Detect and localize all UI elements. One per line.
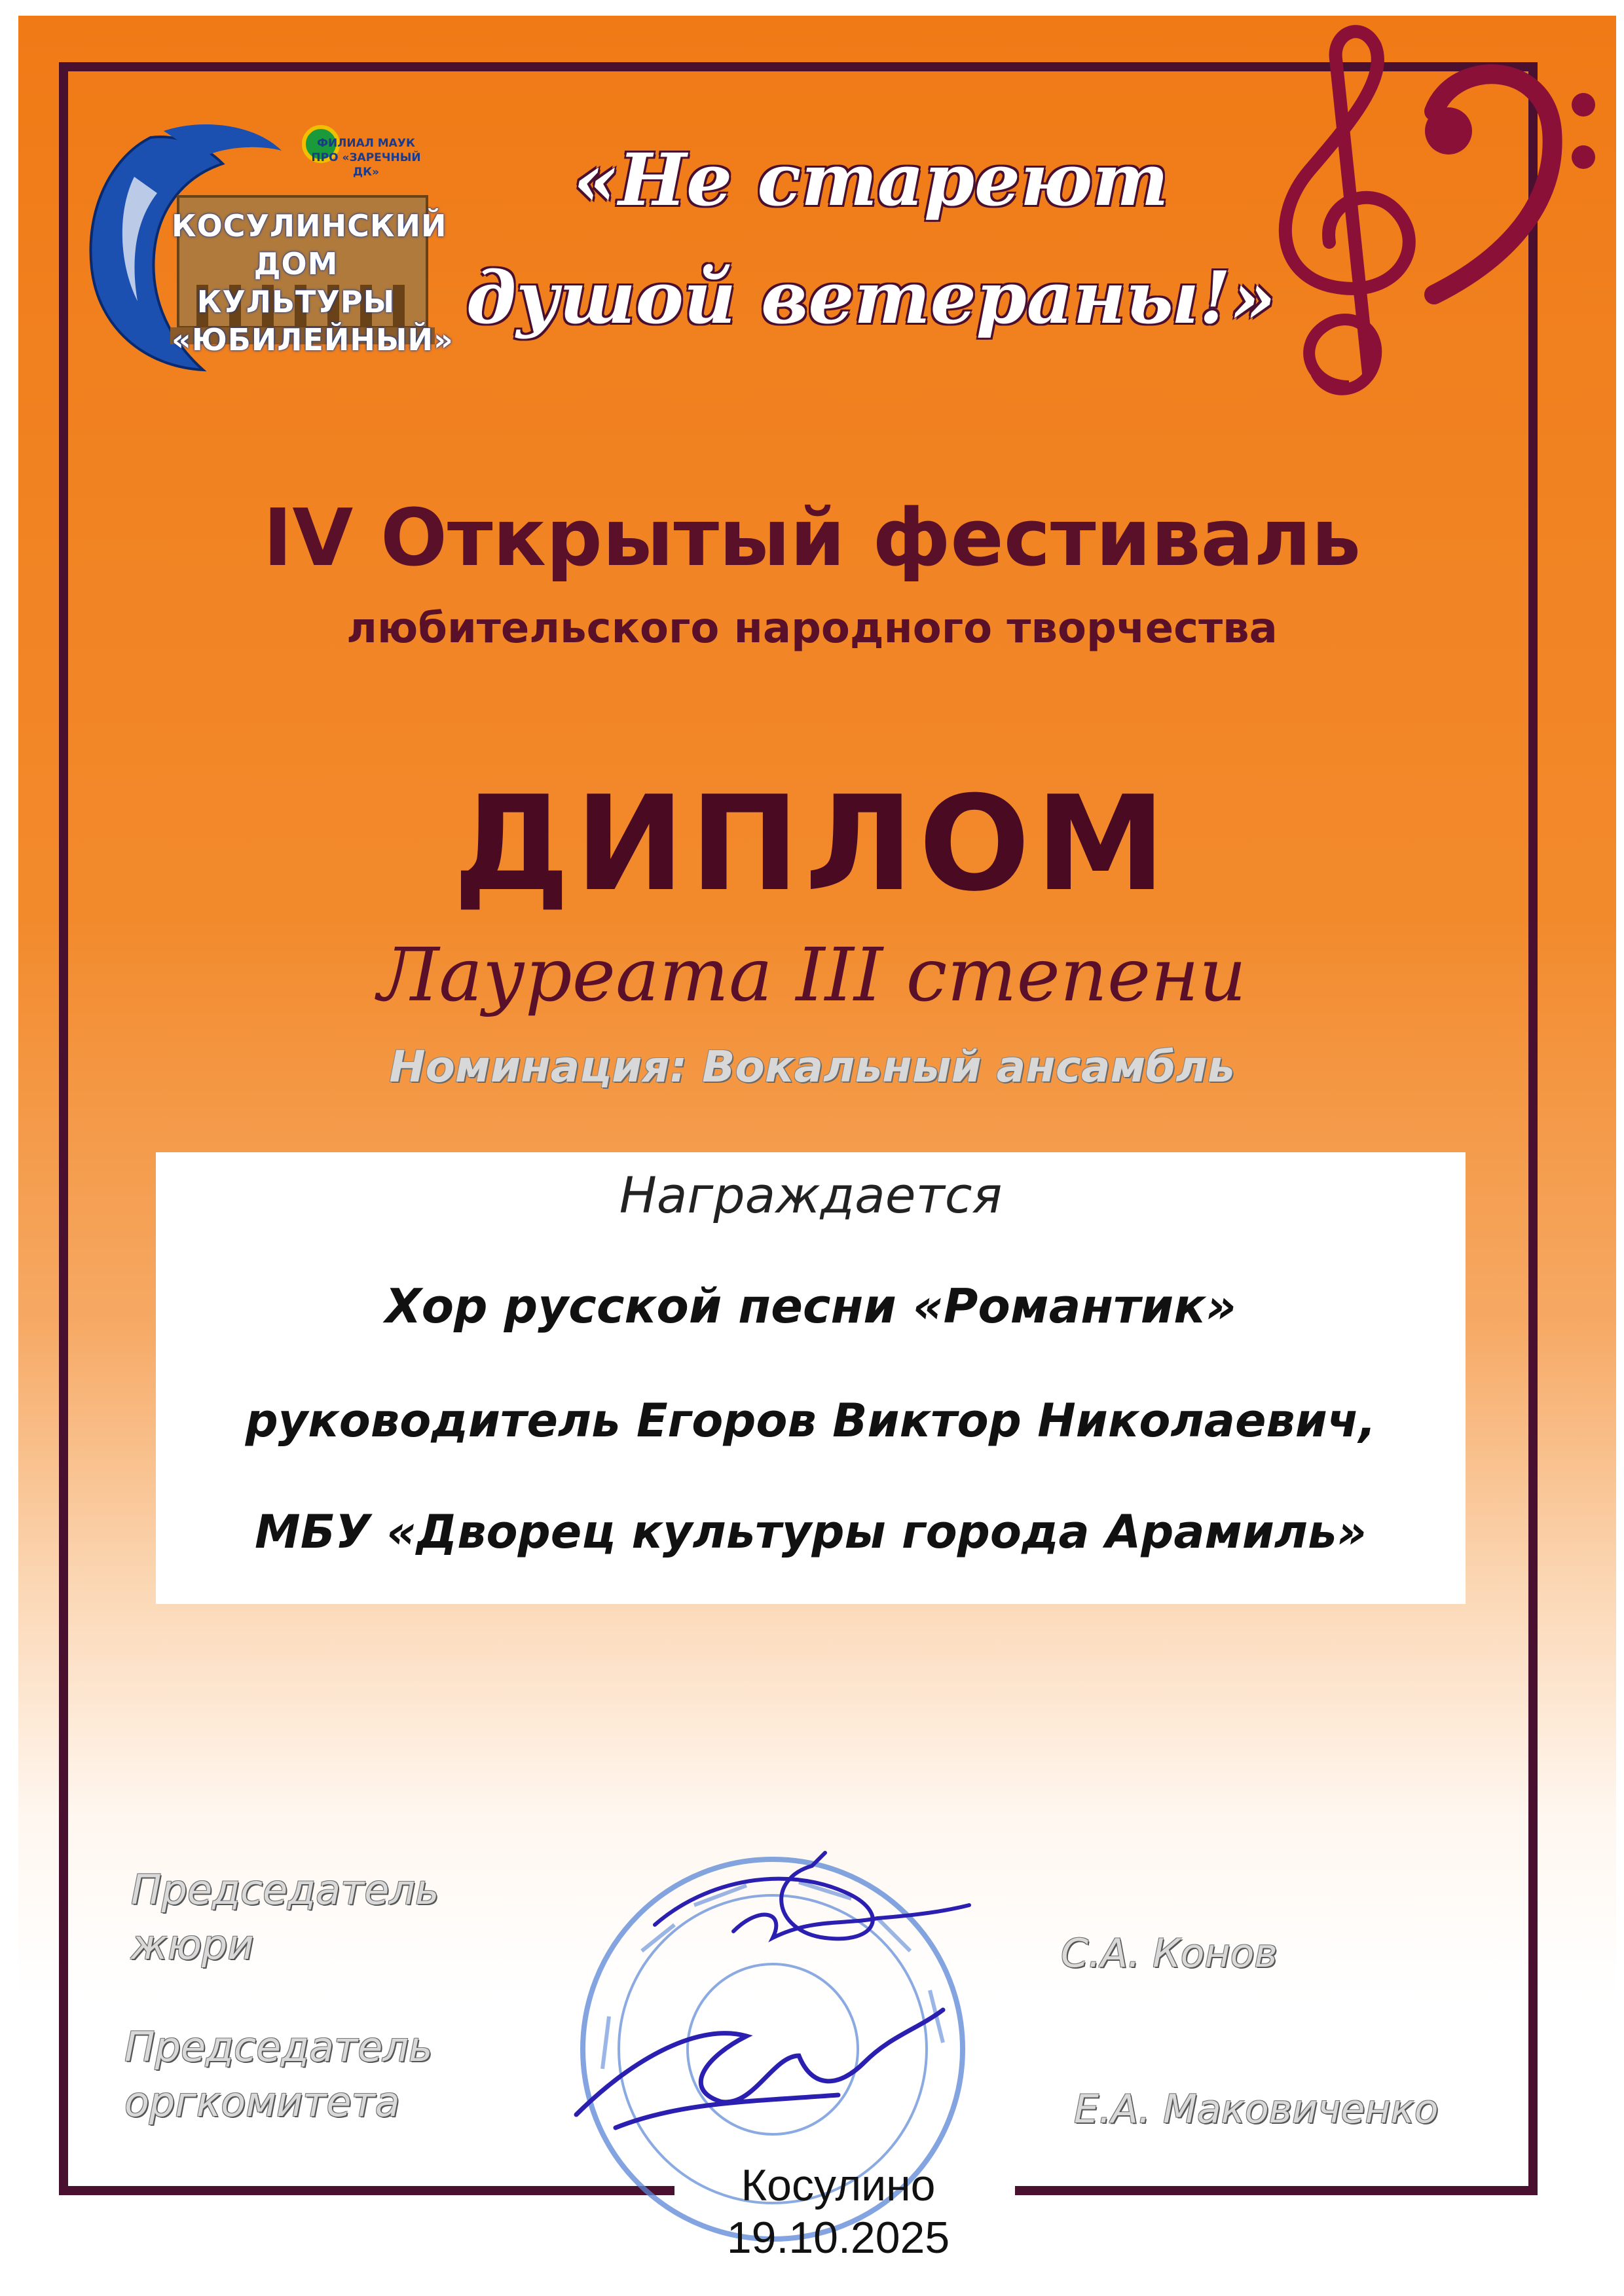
committee-chair-name: Е.А. Маковиченко xyxy=(1074,2086,1439,2132)
logo-top-text: ФИЛИАЛ МАУК ПРО «ЗАРЕЧНЫЙ ДК» xyxy=(311,137,421,179)
jury-label-line-1: Председатель xyxy=(131,1866,439,1914)
jury-chair-name: С.А. Конов xyxy=(1061,1931,1278,1977)
laureate-degree: Лауреата III степени xyxy=(377,933,1247,1018)
slogan-line-1: «Не стареют xyxy=(573,137,1169,222)
festival-title: IV Открытый фестиваль xyxy=(263,493,1361,584)
recipient-name: Хор русской песни «Романтик» xyxy=(385,1279,1236,1334)
slogan-line-2: душой ветераны!» xyxy=(466,255,1276,340)
jury-label-line-2: жюри xyxy=(131,1921,254,1969)
signatures-icon xyxy=(537,1840,995,2180)
festival-subtitle: любительского народного творчества xyxy=(346,604,1278,653)
jury-label xyxy=(131,1863,439,1973)
logo-line-2: ДОМ КУЛЬТУРЫ xyxy=(196,246,396,319)
slogan xyxy=(458,121,1283,357)
nomination: Номинация: Вокальный ансамбль xyxy=(389,1042,1235,1092)
date: 19.10.2025 xyxy=(726,2213,950,2263)
award-box xyxy=(156,1152,1466,1604)
committee-label-line-1: Председатель xyxy=(124,2023,433,2071)
logo-caption xyxy=(172,207,454,359)
logo-line-3: «ЮБИЛЕЙНЫЙ» xyxy=(172,322,454,357)
music-clefs-icon xyxy=(1270,20,1598,406)
awarded-label: Награждается xyxy=(619,1166,1003,1224)
organization-name: МБУ «Дворец культуры города Арамиль» xyxy=(255,1505,1367,1559)
committee-label-line-2: оргкомитета xyxy=(124,2078,400,2126)
logo-line-1: КОСУЛИНСКИЙ xyxy=(172,208,447,244)
leader-name: руководитель Егоров Виктор Николаевич, xyxy=(245,1394,1376,1448)
diploma-title: ДИПЛОМ xyxy=(452,768,1172,920)
place: Косулино xyxy=(741,2160,936,2210)
committee-label xyxy=(124,2020,433,2130)
